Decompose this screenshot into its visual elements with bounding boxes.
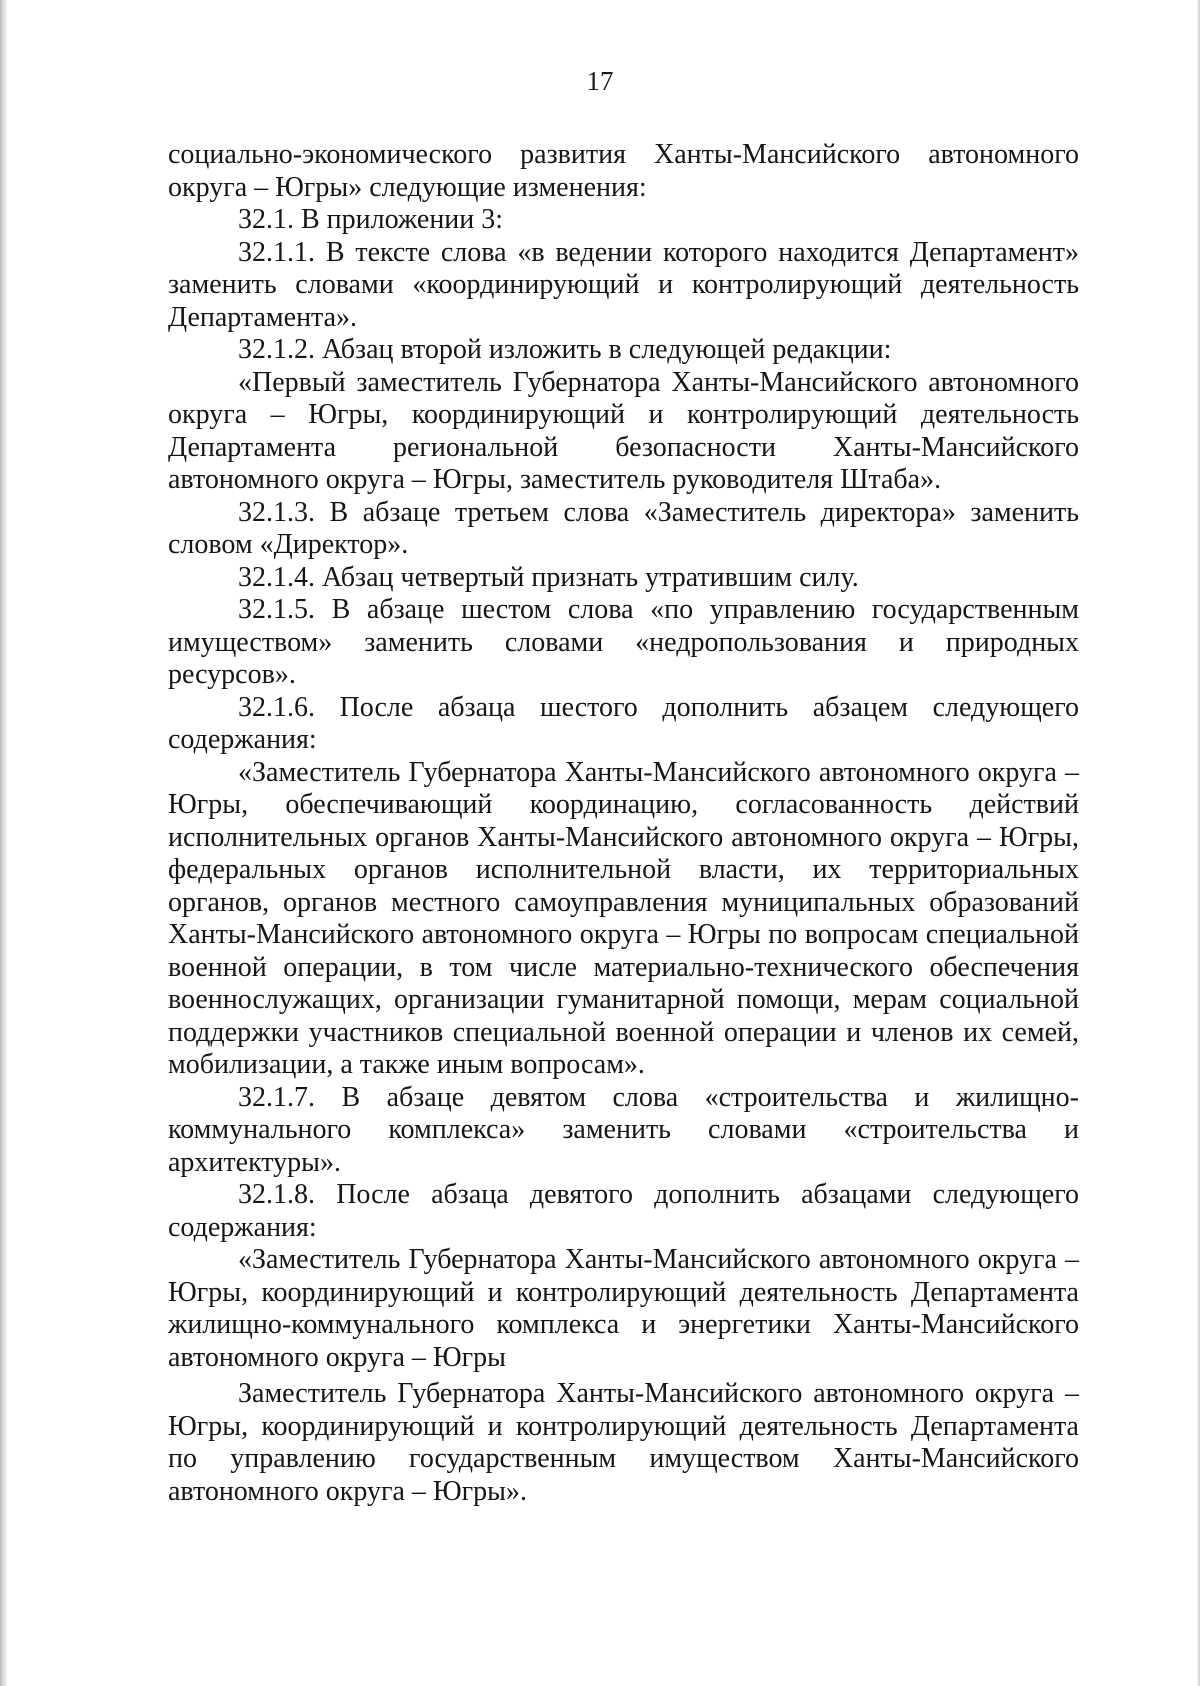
- paragraph-intro-continuation: социально-экономического развития Ханты-Мансийского автономного округа – Югры» следующие изменения:: [168, 139, 1079, 203]
- paragraph-item-32-1-7: 32.1.7. В абзаце девятом слова «строительства и жилищно-коммунального комплекса» заменить словами «строительства и архитектуры».: [168, 1081, 1079, 1178]
- paragraph-quote-deputy-svo: «Заместитель Губернатора Ханты-Мансийского автономного округа – Югры, обеспечивающий координацию, согласованность действий исполнительных органов Ханты-Мансийского автономного округа – Югры, федеральных органов исполнительной власти, их территориальных органов, органов местного самоуправления муниципальных образований Ханты-Мансийского автономного округа – Югры по вопросам специальной военной операции, в том числе материально-технического обеспечения военнослужащих, организации гуманитарной помощи, мерам социальной поддержки участников специальной военной операции и членов их семей, мобилизации, а также иным вопросам».: [168, 756, 1079, 1080]
- paragraph-item-32-1-8: 32.1.8. После абзаца девятого дополнить абзацами следующего содержания:: [168, 1179, 1079, 1243]
- paragraph-item-32-1: 32.1. В приложении 3:: [238, 204, 504, 235]
- paragraph-item-32-1-6: 32.1.6. После абзаца шестого дополнить абзацем следующего содержания:: [168, 691, 1079, 755]
- paragraph-item-32-1-5: 32.1.5. В абзаце шестом слова «по управлению государственным имуществом» заменить словами «недропользования и природных ресурсов».: [168, 594, 1079, 690]
- paragraph-item-32-1-4: 32.1.4. Абзац четвертый признать утратившим силу.: [238, 561, 859, 593]
- paragraph-item-32-1-1: 32.1.1. В тексте слова «в ведении которого находится Департамент» заменить словами «координирующий и контролирующий деятельность Департамента».: [168, 236, 1079, 333]
- paragraph-quote-first-deputy: «Первый заместитель Губернатора Ханты-Мансийского автономного округа – Югры, координирующий и контролирующий деятельность Департамента региональной безопасности Ханты-Мансийского автономного округа – Югры, заместитель руководителя Штаба».: [168, 366, 1079, 495]
- paragraph-item-32-1-2: 32.1.2. Абзац второй изложить в следующей редакции:: [238, 334, 892, 365]
- paragraph-item-32-1-3: 32.1.3. В абзаце третьем слова «Заместитель директора» заменить словом «Директор».: [168, 496, 1079, 560]
- scan-edge-left: [0, 0, 7, 1686]
- page-number: 17: [586, 66, 614, 96]
- document-body: [168, 139, 1079, 1508]
- paragraph-quote-deputy-property: Заместитель Губернатора Ханты-Мансийского автономного округа – Югры, координирующий и контролирующий деятельность Департамента по управлению государственным имуществом Ханты-Мансийского автономного округа – Югры».: [168, 1378, 1079, 1507]
- paragraph-quote-deputy-housing: «Заместитель Губернатора Ханты-Мансийского автономного округа – Югры, координирующий и контролирующий деятельность Департамента жилищно-коммунального комплекса и энергетики Ханты-Мансийского автономного округа – Югры: [168, 1244, 1079, 1373]
